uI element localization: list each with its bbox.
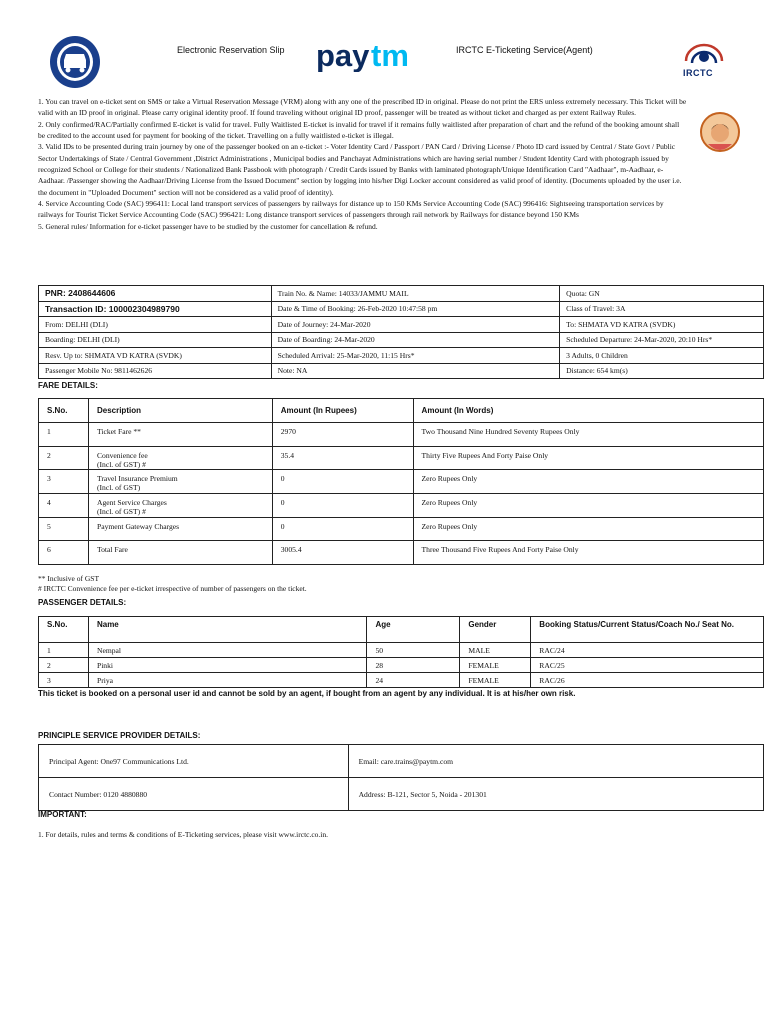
passenger-count-cell: 3 Adults, 0 Children bbox=[560, 348, 764, 364]
passenger-status: RAC/24 bbox=[531, 643, 764, 658]
passenger-name: Priya bbox=[88, 673, 367, 688]
table-row bbox=[39, 301, 764, 317]
fare-sno: 6 bbox=[39, 541, 89, 565]
resv-upto-cell: Resv. Up to: SHMATA VD KATRA (SVDK) bbox=[39, 348, 272, 364]
fare-sno: 5 bbox=[39, 517, 89, 541]
svg-text:pay: pay bbox=[316, 38, 370, 72]
quota-cell: Quota: GN bbox=[560, 286, 764, 302]
fare-amount: 3005.4 bbox=[272, 541, 413, 565]
fare-desc-main: Travel Insurance Premium bbox=[96, 474, 178, 484]
fare-words: Zero Rupees Only bbox=[413, 470, 763, 494]
boarding-date-cell: Date of Boarding: 24-Mar-2020 bbox=[271, 332, 560, 348]
fare-words: Zero Rupees Only bbox=[413, 494, 763, 518]
pnr-cell: PNR: 2408644606 bbox=[39, 286, 272, 302]
fare-desc bbox=[88, 470, 272, 494]
fare-words: Thirty Five Rupees And Forty Paise Only bbox=[413, 446, 763, 470]
fare-amount: 0 bbox=[272, 470, 413, 494]
instruction-2: 2. Only confirmed/RAC/Partially confirmed E-ticket is valid for travel. Fully Waitlisted E-ticket is invalid for travel if it remains fully waitlisted after preparation of chart and the refund of the booking amount shall be credited to the account used for payment for booking of the ticket. Travelling on a fully waitlisted e-ticket is illegal. bbox=[38, 119, 680, 141]
table-row bbox=[39, 517, 764, 541]
fare-desc bbox=[88, 494, 272, 518]
agent-warning: This ticket is booked on a personal user id and cannot be sold by an agent, if bought from an agent by any individual. It is at his/her own risk. bbox=[38, 689, 576, 698]
booking-time-cell: Date & Time of Booking: 26-Feb-2020 10:47:58 pm bbox=[271, 301, 560, 317]
boarding-cell: Boarding: DELHI (DLI) bbox=[39, 332, 272, 348]
passenger-table bbox=[38, 616, 764, 688]
table-row bbox=[39, 778, 764, 811]
convenience-fee-note: # IRCTC Convenience fee per e-ticket irrespective of number of passengers on the ticket. bbox=[38, 583, 307, 593]
passenger-sno: 1 bbox=[39, 643, 89, 658]
email-cell: Email: care.trains@paytm.com bbox=[348, 745, 763, 778]
instruction-3: 3. Valid IDs to be presented during train journey by one of the passenger booked on an e-ticket :- Voter Identity Card / Passport / PAN Card / Driving License / Photo ID card issued by Central / State Govt / Public Sector Undertakings of State / Central Government ,District Administrations , Municipal bodies and Panchayat Administrations which are having serial number / Student Identity Card with photograph issued by recognized School or College for their students / Nationalized Bank Passbook with photograph / Credit Cards issued by Banks with laminated photograph/Unique Identification Card "Aadhaar", m-Aadhaar, e-Aadhaar. /Passenger showing the Aadhaar/Driving License from the Issued Document" section by logging into his/her Digi Locker account considered as valid proof of identity. (Documents uploaded by the user i.e. the document in "Uploaded Document" section will not be considered as a valid proof of identity). bbox=[38, 142, 682, 197]
departure-cell: Scheduled Departure: 24-Mar-2020, 20:10 Hrs* bbox=[560, 332, 764, 348]
important-title: IMPORTANT: bbox=[38, 810, 87, 819]
table-row bbox=[39, 541, 764, 565]
passenger-name: Nempal bbox=[88, 643, 367, 658]
passenger-sno: 3 bbox=[39, 673, 89, 688]
fare-sno: 3 bbox=[39, 470, 89, 494]
important-text: 1. For details, rules and terms & conditions of E-Ticketing services, please visit www.irctc.co.in. bbox=[38, 830, 329, 839]
fare-desc-main: Convenience fee bbox=[96, 450, 148, 460]
provider-table bbox=[38, 744, 764, 811]
passenger-status: RAC/25 bbox=[531, 658, 764, 673]
fare-desc bbox=[88, 446, 272, 470]
passenger-age: 24 bbox=[367, 673, 460, 688]
instructions-block bbox=[38, 96, 688, 232]
fare-desc-main: Agent Service Charges bbox=[96, 498, 167, 508]
fare-table bbox=[38, 398, 764, 565]
note-cell: Note: NA bbox=[271, 363, 560, 379]
fare-desc-main: Payment Gateway Charges bbox=[96, 521, 180, 531]
distance-cell: Distance: 654 km(s) bbox=[560, 363, 764, 379]
mobile-cell: Passenger Mobile No: 9811462626 bbox=[39, 363, 272, 379]
paytm-logo-icon bbox=[316, 38, 428, 72]
col-description: Description bbox=[88, 399, 272, 423]
fare-notes bbox=[38, 574, 307, 593]
col-status: Booking Status/Current Status/Coach No./ Seat No. bbox=[531, 617, 764, 643]
instruction-5: 5. General rules/ Information for e-ticket passenger have to be studied by the customer for cancellation & refund. bbox=[38, 221, 378, 231]
table-row bbox=[39, 317, 764, 333]
svg-text:tm: tm bbox=[371, 38, 409, 72]
header bbox=[0, 0, 768, 95]
table-row bbox=[39, 286, 764, 302]
passenger-name: Pinki bbox=[88, 658, 367, 673]
passenger-age: 28 bbox=[367, 658, 460, 673]
passenger-details-title: PASSENGER DETAILS: bbox=[38, 598, 127, 607]
table-row bbox=[39, 332, 764, 348]
fare-details-title: FARE DETAILS: bbox=[38, 381, 98, 390]
table-row bbox=[39, 494, 764, 518]
col-name: Name bbox=[88, 617, 367, 643]
table-row bbox=[39, 423, 764, 447]
fare-desc-main: Ticket Fare ** bbox=[96, 427, 141, 436]
table-row bbox=[39, 348, 764, 364]
fare-words: Zero Rupees Only bbox=[413, 517, 763, 541]
col-age: Age bbox=[367, 617, 460, 643]
fare-sno: 4 bbox=[39, 494, 89, 518]
fare-words: Two Thousand Nine Hundred Seventy Rupees Only bbox=[413, 423, 763, 447]
table-row bbox=[39, 673, 764, 688]
col-sno: S.No. bbox=[39, 399, 89, 423]
gst-note: ** Inclusive of GST bbox=[38, 574, 100, 583]
table-row bbox=[39, 470, 764, 494]
mascot-badge-icon bbox=[700, 112, 740, 158]
table-row bbox=[39, 658, 764, 673]
fare-amount: 0 bbox=[272, 494, 413, 518]
passenger-status: RAC/26 bbox=[531, 673, 764, 688]
indian-railways-logo-icon bbox=[40, 34, 110, 90]
instruction-1: 1. You can travel on e-ticket sent on SMS or take a Virtual Reservation Message (VRM) along with any one of the prescribed ID in original. Please do not print the ERS unless extremely necessary. This Ticket will be valid with an ID proof in original. Please carry original identity proof. If found traveling without original ID proof, passenger will be treated as without ticket and charged as per extent Railway Rules. bbox=[38, 97, 687, 118]
col-sno: S.No. bbox=[39, 617, 89, 643]
fare-desc-sub: (Incl. of GST) # bbox=[96, 507, 146, 517]
table-header-row bbox=[39, 617, 764, 643]
table-row bbox=[39, 643, 764, 658]
fare-desc-main: Total Fare bbox=[96, 545, 128, 555]
reservation-slip-label: Electronic Reservation Slip bbox=[177, 45, 285, 55]
col-amount-words: Amount (In Words) bbox=[413, 399, 763, 423]
arrival-cell: Scheduled Arrival: 25-Mar-2020, 11:15 Hrs* bbox=[271, 348, 560, 364]
col-amount-rupees: Amount (In Rupees) bbox=[272, 399, 413, 423]
address-cell: Address: B-121, Sector 5, Noida - 201301 bbox=[348, 778, 763, 811]
to-cell: To: SHMATA VD KATRA (SVDK) bbox=[560, 317, 764, 333]
fare-desc-sub: (Incl. of GST) # bbox=[96, 459, 146, 469]
fare-words: Three Thousand Five Rupees And Forty Paise Only bbox=[413, 541, 763, 565]
passenger-gender: MALE bbox=[460, 643, 531, 658]
fare-amount: 0 bbox=[272, 517, 413, 541]
fare-desc-sub: (Incl. of GST) bbox=[96, 483, 141, 493]
transaction-id-cell: Transaction ID: 100002304989790 bbox=[39, 301, 272, 317]
fare-sno: 2 bbox=[39, 446, 89, 470]
fare-desc bbox=[88, 423, 272, 447]
table-row bbox=[39, 446, 764, 470]
journey-info-table bbox=[38, 285, 764, 379]
fare-amount: 35.4 bbox=[272, 446, 413, 470]
instruction-4: 4. Service Accounting Code (SAC) 996411: Local land transport services of passengers by railways for distance up to 150 KMs Service Accounting Code (SAC) 996416: Sightseeing transportation services by railways for Tourist Ticket Service Accounting Code (SAC) 996421: Long distance transport services of passengers through rail network by Railways for distance beyond 150 KMs bbox=[38, 199, 664, 220]
passenger-gender: FEMALE bbox=[460, 673, 531, 688]
train-cell: Train No. & Name: 14033/JAMMU MAIL bbox=[271, 286, 560, 302]
fare-sno: 1 bbox=[39, 423, 89, 447]
table-row bbox=[39, 745, 764, 778]
col-gender: Gender bbox=[460, 617, 531, 643]
fare-desc bbox=[88, 517, 272, 541]
fare-amount: 2970 bbox=[272, 423, 413, 447]
table-row bbox=[39, 363, 764, 379]
irctc-service-label: IRCTC E-Ticketing Service(Agent) bbox=[456, 45, 593, 55]
fare-desc bbox=[88, 541, 272, 565]
from-cell: From: DELHI (DLI) bbox=[39, 317, 272, 333]
passenger-age: 50 bbox=[367, 643, 460, 658]
irctc-text: IRCTC bbox=[683, 68, 713, 78]
principal-agent-cell: Principal Agent: One97 Communications Ltd. bbox=[39, 745, 349, 778]
journey-date-cell: Date of Journey: 24-Mar-2020 bbox=[271, 317, 560, 333]
passenger-gender: FEMALE bbox=[460, 658, 531, 673]
contact-number-cell: Contact Number: 0120 4880880 bbox=[39, 778, 349, 811]
passenger-sno: 2 bbox=[39, 658, 89, 673]
class-cell: Class of Travel: 3A bbox=[560, 301, 764, 317]
table-header-row bbox=[39, 399, 764, 423]
provider-details-title: PRINCIPLE SERVICE PROVIDER DETAILS: bbox=[38, 731, 201, 740]
